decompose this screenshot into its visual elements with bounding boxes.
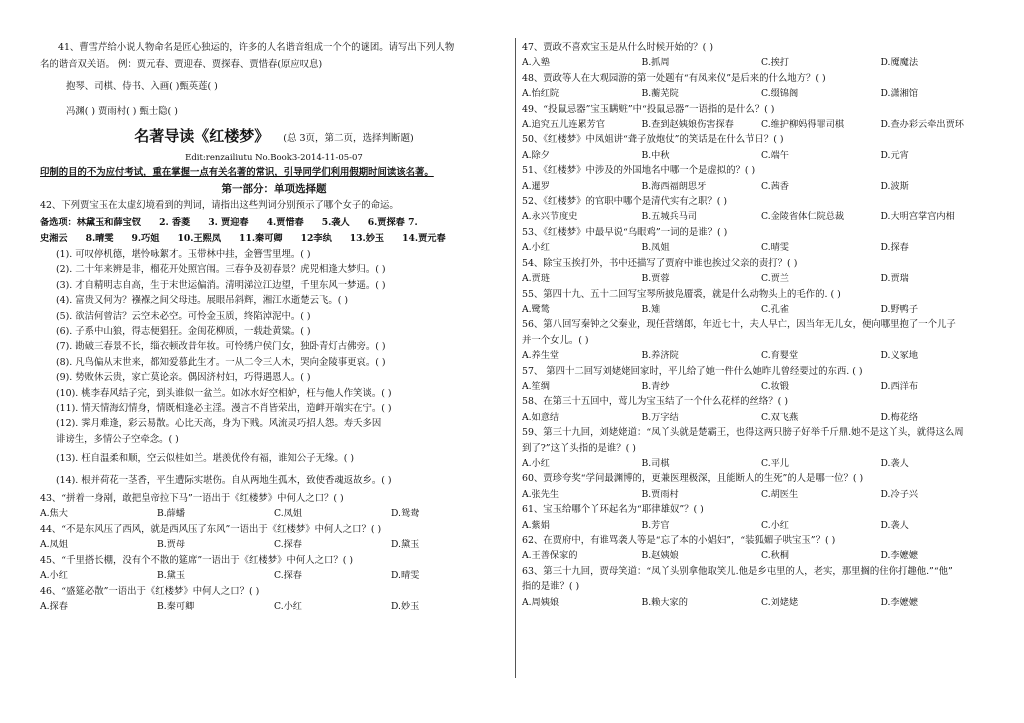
mc-question	[522, 364, 1000, 395]
candidate: 6.贾探春 7.	[367, 216, 418, 228]
candidate: 11.秦可卿	[239, 232, 283, 244]
answer-options	[522, 348, 1000, 363]
verse-item: (13). 枉自温柔和顺，空云似桂如兰。堪羡优伶有福，谁知公子无缘。( )	[56, 453, 355, 465]
verse-item-continued: 诽谤生，多情公子空牵念。( )	[56, 433, 179, 445]
page-title	[40, 124, 508, 151]
answer-options	[40, 599, 508, 614]
option: A.暹罗	[522, 180, 550, 192]
question-stem: 45、“千里搭长棚，没有个不散的筵席”一语出于《红楼梦》中何人之口？( )	[40, 554, 354, 566]
question-stem-continued: 指的是谁？( )	[522, 581, 580, 593]
part-one-heading: 第一部分：单项选择题	[221, 183, 327, 196]
option: C.小红	[274, 600, 302, 612]
question-stem: 50、《红楼梦》中凤姐讲“聋子放炮仗”的笑话是在什么节日？( )	[522, 134, 784, 146]
right-column	[522, 40, 1000, 610]
option: B.五城兵马司	[641, 211, 698, 223]
option: A.焦大	[40, 508, 68, 520]
option: B.青纱	[641, 380, 670, 392]
option: D.元宵	[880, 149, 909, 161]
candidate: 14.贾元春	[402, 232, 446, 244]
option: A.小红	[522, 242, 550, 254]
option: B.查到赵姨娘伤害探春	[641, 119, 734, 131]
answer-options	[522, 86, 1000, 101]
option: A.入塾	[522, 57, 550, 69]
option: D.鸳鸯	[391, 508, 420, 520]
question-stem-continued: 到了?”这丫头指的是谁？( )	[522, 442, 636, 454]
option: C.凤姐	[274, 508, 302, 520]
option: C.探春	[274, 570, 302, 582]
q41-line1: 41、曹雪芹给小说人物命名是匠心独运的，许多的人名谐音组成一个个的谜团。请写出下列人物	[58, 42, 455, 53]
mc-question	[522, 132, 1000, 163]
edit-info: Edit:renzailiutu No.Book3-2014-11-05-07	[185, 153, 363, 164]
option: A.小红	[522, 457, 550, 469]
option: D.西洋布	[880, 380, 919, 392]
mc-question	[40, 491, 508, 522]
option: B.赖大家的	[641, 596, 688, 608]
option: A.探春	[40, 600, 68, 612]
option: A.紫娟	[522, 519, 550, 531]
question-stem: 62、在贾府中，有谁骂袭人等是“忘了本的小娼妇”，“装狐媚子哄宝玉”？( )	[522, 535, 836, 546]
option: C.缀锦阁	[761, 88, 799, 100]
option: C.挨打	[761, 57, 789, 69]
option: D.大明宫掌宫内相	[880, 211, 955, 223]
option: B.贾蓉	[641, 273, 670, 285]
mc-question	[522, 317, 1000, 363]
option: B.贾母	[157, 539, 186, 551]
option: B.赵姨娘	[641, 550, 679, 562]
option: D.野鸭子	[880, 303, 919, 315]
option: C.小红	[761, 519, 789, 531]
answer-options	[522, 379, 1000, 394]
answer-options	[522, 410, 1000, 425]
option: D.潇湘馆	[880, 88, 919, 100]
mc-question	[522, 287, 1000, 318]
mc-question	[522, 564, 1000, 610]
option: C.探春	[274, 539, 302, 551]
verse-item: (1). 可叹停机德，堪怜咏絮才。玉带林中挂，金簪雪里埋。( )	[56, 248, 311, 260]
option: C.平儿	[761, 457, 789, 469]
option: D.妙玉	[391, 600, 420, 612]
answer-options	[522, 209, 1000, 224]
option: B.黛玉	[157, 570, 186, 582]
answer-options	[522, 117, 1000, 132]
question-stem: 59、第三十九回，刘姥姥道：“凤丫头就是楚霸王，也得这两只膀子好举千斤鼎.她不是这丫头，就得这么周	[522, 427, 964, 439]
candidate: 备选项：林黛玉和薛宝钗	[40, 216, 142, 228]
mc-question	[522, 163, 1000, 194]
option: C.胡医生	[761, 488, 799, 500]
mc-question	[522, 225, 1000, 256]
q41-line2: 名的谐音双关语。 例：贾元春、贾迎春、贾探春、贾惜春(原应叹息)	[40, 58, 323, 70]
option: C.端午	[761, 149, 789, 161]
verse-item: (7). 勘破三春景不长，缁衣顿改昔年妆。可怜绣户侯门女，独卧青灯古佛旁。( )	[56, 341, 386, 353]
option: D.晴雯	[391, 570, 420, 582]
mc-question	[522, 471, 1000, 502]
option: A.周姨娘	[522, 596, 560, 608]
option: A.王善保家的	[522, 550, 578, 562]
answer-options	[522, 518, 1000, 533]
option: D.梅花络	[880, 411, 919, 423]
q42-stem: 42、下列贾宝玉在太虚幻境看到的判词，请指出这些判词分别预示了哪个女子的命运。	[40, 200, 399, 212]
verse-item: (14). 根并荷花一茎香，平生遭际实堪伤。自从两地生孤木，致使香魂返故乡。( )	[56, 474, 392, 486]
option: A.小红	[40, 570, 68, 582]
question-stem: 57、 第四十二回写刘姥姥回家时，平儿给了她一件什么她昨儿曾经要过的东西. ( )	[522, 365, 863, 377]
option: C.育婴堂	[761, 350, 799, 362]
mc-question	[522, 71, 1000, 102]
option: C.维护柳妈得罪司棋	[761, 119, 845, 131]
option: B.贾雨村	[641, 488, 679, 500]
question-stem: 55、第四十九、五十二回写宝琴所披凫靥裘，就是什么动物头上的毛作的. ( )	[522, 288, 841, 300]
option: D.李嬷嬷	[880, 596, 919, 608]
question-stem: 53、《红楼梦》中最早说“乌眼鸡”一词的是谁？( )	[522, 226, 728, 238]
candidate-row-1	[40, 215, 508, 231]
option: D.探春	[880, 242, 909, 254]
column-divider	[515, 38, 516, 678]
left-column	[40, 40, 508, 614]
candidate: 5.袭人	[321, 216, 350, 228]
option: C.茜香	[761, 180, 789, 192]
option: B.薛蟠	[157, 508, 186, 520]
answer-options	[522, 487, 1000, 502]
question-stem: 44、“不是东风压了西风，就是西风压了东风”一语出于《红楼梦》中何人之口？( )	[40, 523, 382, 535]
option: A.永兴节度史	[522, 211, 578, 223]
mc-question	[522, 502, 1000, 533]
question-stem: 61、宝玉给哪个丫环起名为“耶律雄奴”？( )	[522, 504, 704, 516]
answer-options	[522, 148, 1000, 163]
option: A.贾琏	[522, 273, 550, 285]
answer-options	[522, 271, 1000, 286]
answer-options	[522, 240, 1000, 255]
verse-item: (3). 才自精明志自高，生于末世运偏消。清明涕泣江边望，千里东风一梦遥。( )	[56, 279, 386, 291]
question-stem: 52、《红楼梦》的官职中哪个是清代实有之职？( )	[522, 196, 728, 208]
option: C.刘姥姥	[761, 596, 799, 608]
answer-options	[522, 548, 1000, 563]
question-stem: 47、贾政不喜欢宝玉是从什么时候开始的？( )	[522, 42, 713, 53]
option: D.袭人	[880, 457, 909, 469]
option: B.养济院	[641, 350, 679, 362]
title-text: 名著导读《红楼梦》	[134, 127, 270, 146]
answer-options	[40, 537, 508, 552]
candidate: 史湘云	[40, 232, 68, 244]
question-stem: 58、在第三十五回中，莺儿为宝玉结了一个什么花样的丝络？( )	[522, 396, 788, 408]
option: B.抓周	[641, 57, 670, 69]
verse-item: (5). 欲洁何曾洁？云空未必空。可怜金玉质，终陷淖泥中。( )	[56, 310, 311, 322]
option: A.张先生	[522, 488, 560, 500]
candidate: 9.巧姐	[131, 232, 160, 244]
option: B.凤姐	[641, 242, 670, 254]
option: A.如意结	[522, 411, 560, 423]
option: B.秦可卿	[157, 600, 195, 612]
verse-item: (4). 富贵又何为？襁褓之间父母违。展眼吊斜辉，湘江水逝楚云飞。( )	[56, 295, 349, 307]
mc-question	[522, 533, 1000, 564]
mc-question	[40, 553, 508, 584]
verse-item: (8). 凡鸟偏从末世来，都知爱慕此生才。一从二令三人木，哭向金陵事更哀。( )	[56, 356, 386, 368]
option: C.孔雀	[761, 303, 789, 315]
answer-options	[40, 568, 508, 583]
answer-options	[40, 506, 508, 521]
option: C.金陵省体仁院总裁	[761, 211, 845, 223]
question-stem: 56、第八回写秦钟之父秦业，现任营缮郎，年近七十，夫人早亡，因当年无儿女，便向哪里抱了一个儿子	[522, 319, 956, 331]
option: D.义冢地	[880, 350, 919, 362]
question-stem-continued: 并一个女儿。( )	[522, 334, 589, 346]
candidate: 8.晴雯	[85, 232, 114, 244]
option: C.贾兰	[761, 273, 789, 285]
candidate: 4.贾惜春	[266, 216, 304, 228]
question-stem: 49、“投鼠忌器”宝玉瞒赃”中“投鼠忌器”一语指的是什么？( )	[522, 103, 775, 115]
answer-options	[522, 179, 1000, 194]
mc-question	[522, 394, 1000, 425]
option: B.蘅芜院	[641, 88, 679, 100]
answer-options	[522, 456, 1000, 471]
option: C.双飞燕	[761, 411, 799, 423]
answer-options	[522, 302, 1000, 317]
mc-question	[522, 102, 1000, 133]
question-stem: 51、《红楼梦》中涉及的外国地名中哪一个是虚拟的？( )	[522, 165, 756, 177]
verse-item: (2). 二十年来辨是非，榴花开处照宫闱。三春争及初春景？虎兕相逢大梦归。( )	[56, 264, 386, 276]
mc-question	[522, 256, 1000, 287]
option: A.笙绸	[522, 380, 550, 392]
option: B.海西福朗思牙	[641, 180, 707, 192]
option: C.晴雯	[761, 242, 789, 254]
option: D.黛玉	[391, 539, 420, 551]
answer-options	[522, 55, 1000, 70]
q42-candidates	[40, 215, 508, 247]
print-note: 印制的目的不为应付考试，重在掌握一点有关名著的常识，引导同学们利用假期时间读该名著。	[40, 167, 434, 179]
question-stem: 63、第三十九回，贾母笑道：“凤丫头别拿他取笑儿.他是乡屯里的人，老实，那里搁的住你打趣他.”“他”	[522, 565, 953, 577]
question-stem: 48、贾政等人在大观园游的第一处题有“有凤来仪”是后来的什么地方？( )	[522, 72, 826, 84]
option: B.万字结	[641, 411, 679, 423]
option: B.雉	[641, 303, 661, 315]
candidate: 2. 香菱	[159, 216, 191, 228]
option: A.养生堂	[522, 350, 560, 362]
q42-items	[40, 247, 508, 488]
question-stem: 46、“盛筵必散”一语出于《红楼梦》中何人之口？( )	[40, 585, 260, 597]
option: A.凤姐	[40, 539, 68, 551]
option: B.中秋	[641, 149, 670, 161]
option: A.怡红院	[522, 88, 560, 100]
option: B.司棋	[641, 457, 670, 469]
option: B.芳官	[641, 519, 670, 531]
mc-question	[522, 425, 1000, 471]
option: D.李嬷嬷	[880, 550, 919, 562]
mc-question	[522, 194, 1000, 225]
candidate: 12李纨	[300, 232, 332, 244]
option: A.鹭鸶	[522, 303, 550, 315]
option: A.追究五儿连累芳官	[522, 119, 606, 131]
option: D.查办彩云牵出贾环	[880, 119, 964, 131]
candidate-row-2	[40, 231, 508, 247]
option: D.波斯	[880, 180, 909, 192]
mc-question	[522, 40, 1000, 71]
mc-question	[40, 522, 508, 553]
question-stem: 60、贾珍夸奖“学问最渊博的，更兼医理极深，且能断人的生死”的人是哪一位？( )	[522, 473, 864, 485]
verse-item: (9). 势败休云贵，家亡莫论亲。偶因济村妇，巧得遇恩人。( )	[56, 372, 311, 384]
mc-question	[40, 584, 508, 615]
candidate: 10.王熙凤	[177, 232, 222, 244]
option: A.除夕	[522, 149, 550, 161]
option: D.冷子兴	[880, 488, 919, 500]
candidate: 13.妙玉	[349, 232, 385, 244]
question-stem: 54、除宝玉挨打外，书中还描写了贾府中谁也挨过父亲的责打？( )	[522, 257, 798, 269]
q41-line4: 冯渊( ) 贾雨村( ) 甄士隐( )	[66, 105, 178, 117]
option: D.袭人	[880, 519, 909, 531]
option: D.魇魔法	[880, 57, 919, 69]
verse-item: (10). 桃李春风结子完，到头谁似一盆兰。如冰水好空相妒，枉与他人作笑谈。( )	[56, 387, 392, 399]
option: D.贾瑞	[880, 273, 909, 285]
answer-options	[522, 595, 1000, 610]
q41-line3: 抱琴、司棋、侍书、入画( )甄英莲( )	[66, 81, 218, 93]
question-stem: 43、“拼着一身剐，敢把皇帝拉下马”一语出于《红楼梦》中何人之口？( )	[40, 493, 344, 505]
option: C.妆锻	[761, 380, 789, 392]
option: C.秋桐	[761, 550, 789, 562]
verse-item: (11). 情天情海幻情身，情既相逢必主淫。漫言不肖皆荣出，造衅开端实在宁。( )	[56, 403, 392, 415]
title-subtitle: (总 3页，第二页，选择判断题)	[283, 133, 414, 145]
candidate: 3. 贾迎春	[208, 216, 249, 228]
verse-item: (6). 子系中山狼，得志便猖狂。金闺花柳质，一载赴黄粱。( )	[56, 326, 311, 337]
verse-item: (12). 霁月难逢，彩云易散。心比天高，身为下贱。风流灵巧招人怨。寿夭多因	[56, 418, 382, 430]
